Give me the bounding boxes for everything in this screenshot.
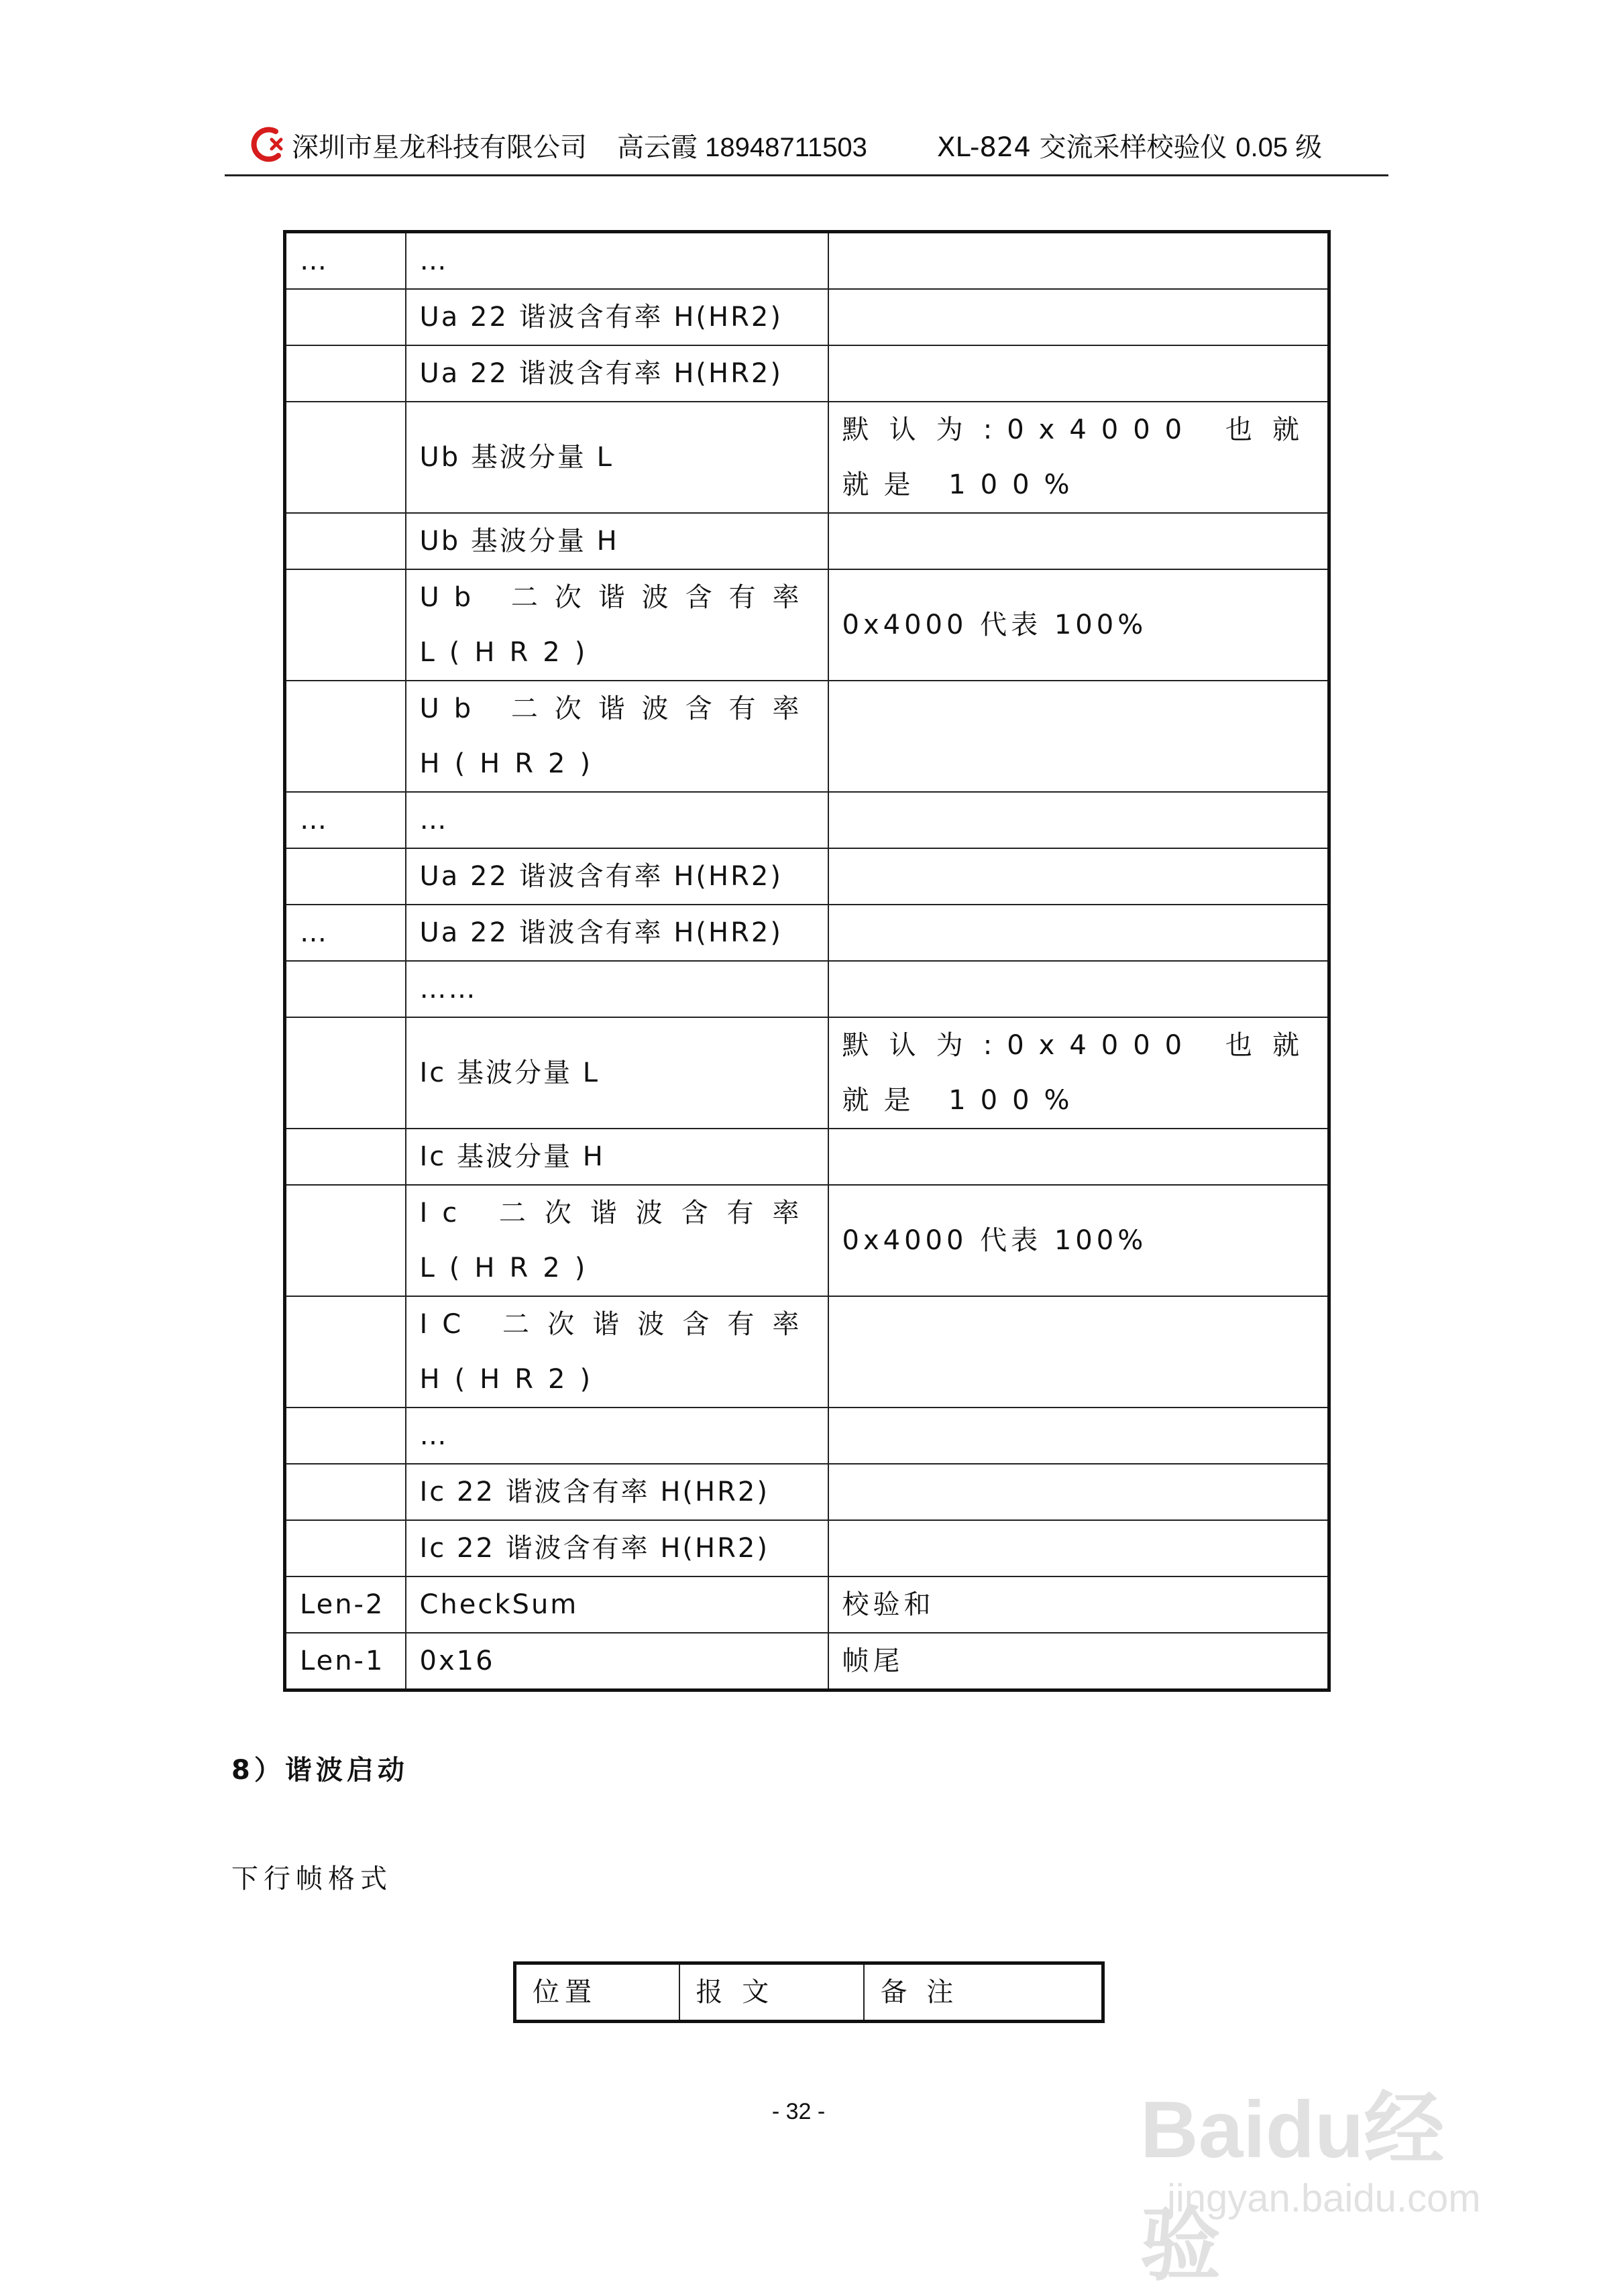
cell-position: … [285, 232, 406, 290]
company-logo-icon [249, 125, 286, 165]
table-header-row [515, 1963, 1103, 2022]
table-row [285, 905, 1329, 961]
cell-position [285, 1185, 406, 1296]
cell-message: … [406, 232, 828, 290]
table-row [285, 1520, 1329, 1576]
cell-position [285, 848, 406, 905]
product-info [937, 121, 1322, 174]
header-position: 位置 [515, 1963, 679, 2022]
product-name: XL-824 交流采样校验仪 [937, 132, 1227, 163]
cell-position [285, 513, 406, 569]
table-row [285, 1408, 1329, 1464]
cell-position [285, 681, 406, 792]
cell-message: 0x16 [406, 1633, 828, 1690]
cell-position: Len-1 [285, 1633, 406, 1690]
section-subtitle: 下行帧格式 [231, 1863, 392, 1894]
cell-position [285, 1520, 406, 1576]
cell-note [828, 1464, 1329, 1520]
header-note: 备 注 [864, 1963, 1103, 2022]
cell-note [828, 345, 1329, 402]
cell-message: Ub 二次谐波含有率 L(HR2) [406, 569, 828, 681]
cell-message: Ic 22 谐波含有率 H(HR2) [406, 1464, 828, 1520]
table-row [285, 1576, 1329, 1633]
cell-position [285, 402, 406, 513]
cell-position [285, 961, 406, 1017]
cell-note: 默认为:0x4000 也就就是 100% [828, 1017, 1329, 1129]
cell-note [828, 1296, 1329, 1408]
cell-message: Ic 基波分量 H [406, 1129, 828, 1185]
cell-position: Len-2 [285, 1576, 406, 1633]
cell-position [285, 1408, 406, 1464]
cell-note [828, 792, 1329, 848]
cell-position [285, 1017, 406, 1129]
watermark-brand: Baidu经验 [1140, 2085, 1445, 2290]
cell-message: Ub 基波分量 L [406, 402, 828, 513]
page-number: - 32 - [771, 2099, 826, 2124]
cell-message: Ua 22 谐波含有率 H(HR2) [406, 848, 828, 905]
table-row [285, 1633, 1329, 1690]
cell-note [828, 681, 1329, 792]
table-row [285, 681, 1329, 792]
cell-message: Ua 22 谐波含有率 H(HR2) [406, 905, 828, 961]
cell-note [828, 848, 1329, 905]
watermark-url: jingyan.baidu.com [1167, 2177, 1481, 2220]
cell-note [828, 513, 1329, 569]
cell-note [828, 961, 1329, 1017]
cell-message: Ic 22 谐波含有率 H(HR2) [406, 1520, 828, 1576]
table-row [285, 402, 1329, 513]
cell-position: … [285, 905, 406, 961]
table-row [285, 1296, 1329, 1408]
page-header [225, 121, 1388, 176]
downlink-frame-table [513, 1961, 1105, 2023]
frame-format-table [283, 230, 1331, 1692]
table-row [285, 792, 1329, 848]
cell-note [828, 1520, 1329, 1576]
cell-note [828, 232, 1329, 290]
cell-note [828, 1408, 1329, 1464]
cell-message: IC 二次谐波含有率 H(HR2) [406, 1296, 828, 1408]
cell-note [828, 1129, 1329, 1185]
cell-position [285, 289, 406, 345]
cell-message: … [406, 1408, 828, 1464]
table-row [285, 848, 1329, 905]
table-row [285, 345, 1329, 402]
cell-message: …… [406, 961, 828, 1017]
header-message: 报 文 [679, 1963, 864, 2022]
cell-position [285, 1464, 406, 1520]
table-row [285, 1017, 1329, 1129]
baidu-watermark [1140, 2039, 1516, 2290]
cell-note: 0x4000 代表 100% [828, 1185, 1329, 1296]
cell-message: CheckSum [406, 1576, 828, 1633]
product-class: 0.05 级 [1235, 133, 1323, 162]
cell-position: … [285, 792, 406, 848]
cell-message: Ub 二次谐波含有率 H(HR2) [406, 681, 828, 792]
cell-note: 默认为:0x4000 也就就是 100% [828, 402, 1329, 513]
cell-note [828, 289, 1329, 345]
table-row [285, 569, 1329, 681]
cell-message: Ua 22 谐波含有率 H(HR2) [406, 289, 828, 345]
cell-message: Ub 基波分量 H [406, 513, 828, 569]
cell-note: 帧尾 [828, 1633, 1329, 1690]
cell-note: 0x4000 代表 100% [828, 569, 1329, 681]
cell-position [285, 345, 406, 402]
cell-message: … [406, 792, 828, 848]
table-row [285, 289, 1329, 345]
table-row [285, 1464, 1329, 1520]
cell-message: Ic 基波分量 L [406, 1017, 828, 1129]
contact-info: 高云霞 18948711503 [617, 133, 867, 162]
table-row [285, 232, 1329, 290]
table-row [285, 1129, 1329, 1185]
table-row [285, 1185, 1329, 1296]
cell-note: 校验和 [828, 1576, 1329, 1633]
company-name: 深圳市星龙科技有限公司 [292, 132, 587, 163]
cell-position [285, 1296, 406, 1408]
cell-position [285, 569, 406, 681]
table-row [285, 961, 1329, 1017]
cell-note [828, 905, 1329, 961]
cell-message: Ua 22 谐波含有率 H(HR2) [406, 345, 828, 402]
cell-position [285, 1129, 406, 1185]
table-row [285, 513, 1329, 569]
section-title: 8）谐波启动 [231, 1755, 408, 1786]
cell-message: Ic 二次谐波含有率 L(HR2) [406, 1185, 828, 1296]
